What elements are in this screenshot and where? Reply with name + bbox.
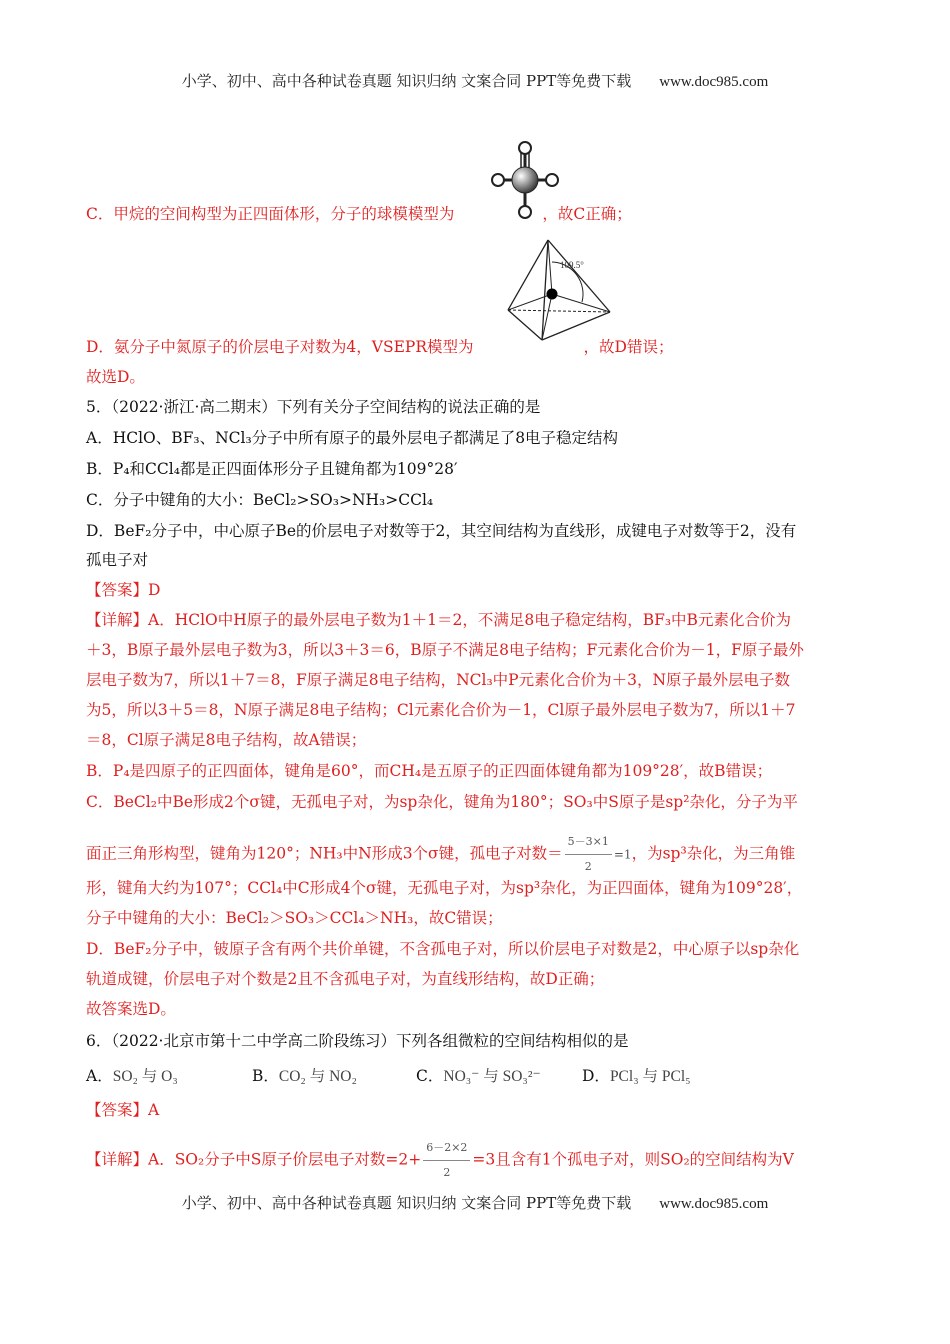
q6-option-a: A．SO₂ 与 O₃ — [86, 1067, 178, 1085]
footer-text: 小学、初中、高中各种试卷真题 知识归纳 文案合同 PPT等免费下载 — [181, 1194, 632, 1212]
q5-explain-7: C．BeCl₂中Be形成2个σ键，无孤电子对，为sp杂化，键角为180°；SO₃中S原子是sp²杂化，分子为平 — [86, 793, 798, 811]
q6-option-d: D．PCl₃ 与 PCl₅ — [582, 1067, 691, 1085]
q5-explain-10: 分子中键角的大小：BeCl₂＞SO₃＞CCl₄＞NH₃，故C错误； — [86, 909, 503, 927]
fraction-lone-pairs-nh3: $\frac{5-3\times 1}{2}$ — [565, 832, 612, 877]
prev-option-c: C．甲烷的空间构型为正四面体形，分子的球模模型为 ，故C正确； — [86, 205, 632, 223]
angle-label: 109.5° — [560, 260, 584, 270]
q5-explain-1: 【详解】A．HClO中H原子的最外层电子数为1＋1＝2，不满足8电子稳定结构，BF₃中B元素化合价为 — [86, 611, 791, 629]
q6-explain-1: 【详解】A．SO₂分子中S原子价层电子对数=2+ $\frac{6-2\times 2}{2}$ =3且含有1个孤电子对，则SO₂的空间结构为V — [86, 1138, 794, 1183]
tetrahedron-diagram — [500, 232, 620, 352]
q6-option-c: C．NO₃⁻ 与 SO₃²⁻ — [416, 1067, 541, 1085]
header-text: 小学、初中、高中各种试卷真题 知识归纳 文案合同 PPT等免费下载 — [181, 72, 632, 90]
q5-option-b: B．P₄和CCl₄都是正四面体形分子且键角都为109°28′ — [86, 460, 458, 478]
q6-stem: 6．（2022·北京市第十二中学高二阶段练习）下列各组微粒的空间结构相似的是 — [86, 1032, 629, 1050]
fraction-valence-pairs-so2: $\frac{6-2\times 2}{2}$ — [423, 1138, 470, 1183]
q5-explain-5: ＝8，Cl原子满足8电子结构，故A错误； — [86, 731, 367, 749]
footer-url[interactable]: www.doc985.com — [659, 1196, 769, 1212]
q5-option-d-line1: D．BeF₂分子中，中心原子Be的价层电子对数等于2，其空间结构为直线形，成键电子对数等于2，没有 — [86, 522, 797, 540]
q5-explain-8: 面正三角形构型，键角为120°；NH₃中N形成3个σ键，孤电子对数＝ $\frac{5-3\times 1}{2}$ =1，为sp³杂化，为三角锥 — [86, 832, 795, 877]
q5-explain-11: D．BeF₂分子中，铍原子含有两个共价单键，不含孤电子对，所以价层电子对数是2，中心原子以sp杂化 — [86, 940, 800, 958]
page-header — [0, 70, 950, 91]
prev-choose: 故选D。 — [86, 368, 145, 386]
q5-explain-2: ＋3，B原子最外层电子数为3，所以3＋3＝6，B原子不满足8电子结构；F元素化合价为－1，F原子最外 — [86, 641, 804, 659]
header-url[interactable]: www.doc985.com — [659, 74, 769, 90]
q5-explain-12: 轨道成键，价层电子对个数是2且不含孤电子对，为直线形结构，故D正确； — [86, 970, 605, 988]
q5-explain-13: 故答案选D。 — [86, 1000, 176, 1018]
q5-option-d-line2: 孤电子对 — [86, 551, 149, 569]
q6-answer: 【答案】A — [86, 1101, 160, 1119]
q5-answer: 【答案】D — [86, 581, 161, 599]
q5-stem: 5．（2022·浙江·高二期末）下列有关分子空间结构的说法正确的是 — [86, 398, 541, 416]
q5-explain-6: B．P₄是四原子的正四面体，键角是60°，而CH₄是五原子的正四面体键角都为109°28′，故B错误； — [86, 762, 773, 780]
q5-explain-9: 形，键角大约为107°；CCl₄中C形成4个σ键，无孤电子对，为sp³杂化，为正四面体，键角为109°28′， — [86, 879, 803, 897]
q5-explain-4: 为5，所以3＋5＝8，N原子满足8电子结构；Cl元素化合价为－1，Cl原子最外层电子数为7，所以1＋7 — [86, 701, 796, 719]
q6-option-b: B．CO₂ 与 NO₂ — [252, 1067, 357, 1085]
page-footer — [0, 1192, 950, 1213]
q5-explain-3: 层电子数为7，所以1＋7＝8，F原子满足8电子结构，NCl₃中P元素化合价为＋3，N原子最外层电子数 — [86, 671, 791, 689]
q5-option-c: C．分子中键角的大小：BeCl₂>SO₃>NH₃>CCl₄ — [86, 491, 434, 509]
prev-option-d: D．氨分子中氮原子的价层电子对数为4，VSEPR模型为 ，故D错误； — [86, 338, 674, 356]
q5-option-a: A．HClO、BF₃、NCl₃分子中所有原子的最外层电子都满足了8电子稳定结构 — [86, 429, 619, 447]
